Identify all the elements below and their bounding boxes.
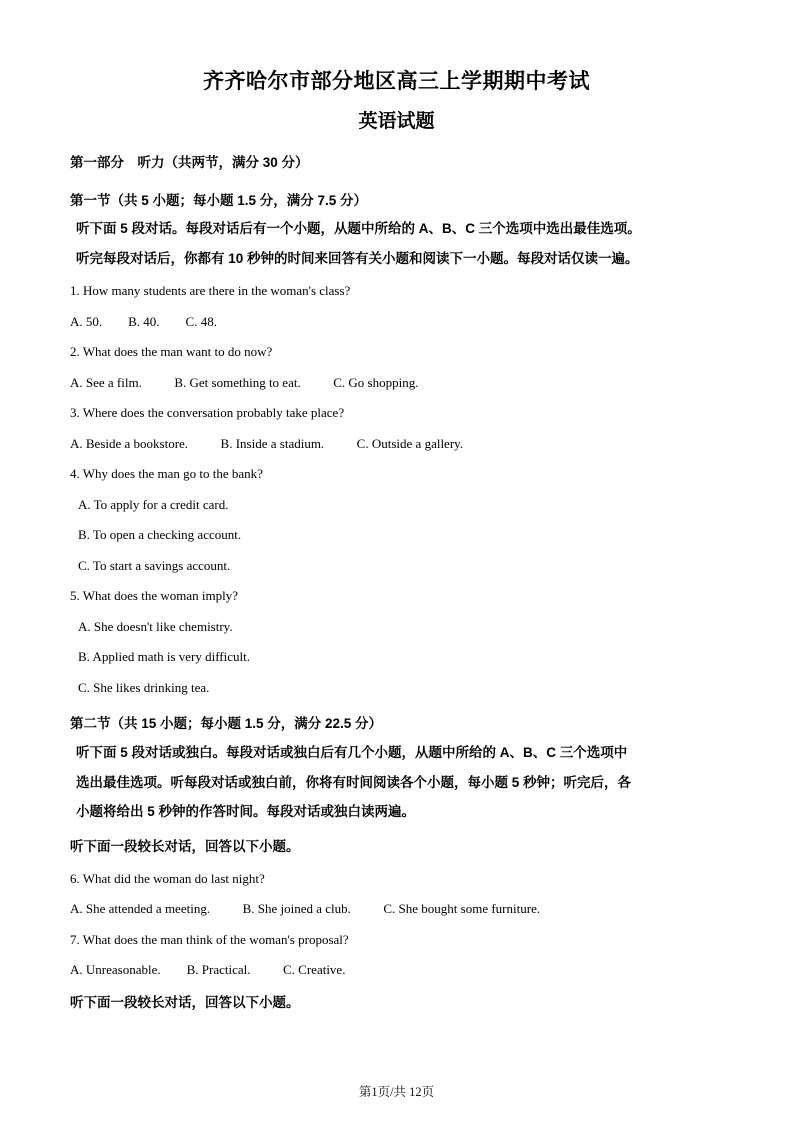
- question-stem: 5. What does the woman imply?: [70, 588, 239, 604]
- listening-prompt: 听下面一段较长对话，回答以下小题。: [70, 838, 300, 854]
- question-options: A. Unreasonable. B. Practical. C. Creative.: [70, 962, 346, 977]
- question-option: A. To apply for a credit card.: [78, 496, 229, 512]
- question-option: C. To start a savings account.: [78, 557, 231, 573]
- question-options: A. She attended a meeting. B. She joined a club. C. She bought some furniture.: [70, 901, 541, 916]
- question-option: A. She doesn't like chemistry.: [78, 618, 233, 634]
- question-stem: 4. Why does the man go to the bank?: [70, 466, 263, 482]
- page-title: 齐齐哈尔市部分地区高三上学期期中考试: [203, 70, 590, 93]
- page-footer: 第1页/共 12页: [358, 1085, 435, 1099]
- section-two-instruction-line-1: 听下面 5 段对话或独白。每段对话或独白后有几个小题，从题中所给的 A、B、C 三个选项中: [76, 745, 628, 761]
- question-stem: 7. What does the man think of the woman's proposal?: [70, 931, 349, 947]
- question-options: A. Beside a bookstore. B. Inside a stadium. C. Outside a gallery.: [70, 435, 464, 451]
- question-stem: 2. What does the man want to do now?: [70, 344, 273, 360]
- section-two-heading: 第二节（共 15 小题；每小题 1.5 分，满分 22.5 分）: [70, 716, 383, 732]
- section-one-heading: 第一节（共 5 小题；每小题 1.5 分，满分 7.5 分）: [70, 192, 368, 208]
- question-stem: 6. What did the woman do last night?: [70, 870, 265, 886]
- question-option: B. Applied math is very difficult.: [78, 649, 250, 665]
- question-stem: 1. How many students are there in the woman's class?: [70, 283, 351, 299]
- question-options: A. See a film. B. Get something to eat. C. Go shopping.: [70, 374, 419, 390]
- section-two-instruction-line-2: 选出最佳选项。听每段对话或独白前，你将有时间阅读各个小题，每小题 5 秒钟；听完后，各: [76, 774, 632, 790]
- page-subtitle: 英语试题: [358, 110, 435, 132]
- question-option: C. She likes drinking tea.: [78, 679, 210, 695]
- part-one-heading: 第一部分 听力（共两节，满分 30 分）: [70, 155, 309, 170]
- question-options: A. 50. B. 40. C. 48.: [70, 313, 217, 329]
- section-two-instruction-line-3: 小题将给出 5 秒钟的作答时间。每段对话或独白读两遍。: [76, 804, 416, 820]
- question-stem: 3. Where does the conversation probably take place?: [70, 405, 345, 421]
- listening-prompt: 听下面一段较长对话，回答以下小题。: [70, 994, 300, 1010]
- question-option: B. To open a checking account.: [78, 527, 242, 543]
- section-one-instruction-line-1: 听下面 5 段对话。每段对话后有一个小题，从题中所给的 A、B、C 三个选项中选出最佳选项。: [76, 221, 641, 237]
- section-one-instruction-line-2: 听完每段对话后，你都有 10 秒钟的时间来回答有关小题和阅读下一小题。每段对话仅读一遍。: [76, 250, 639, 266]
